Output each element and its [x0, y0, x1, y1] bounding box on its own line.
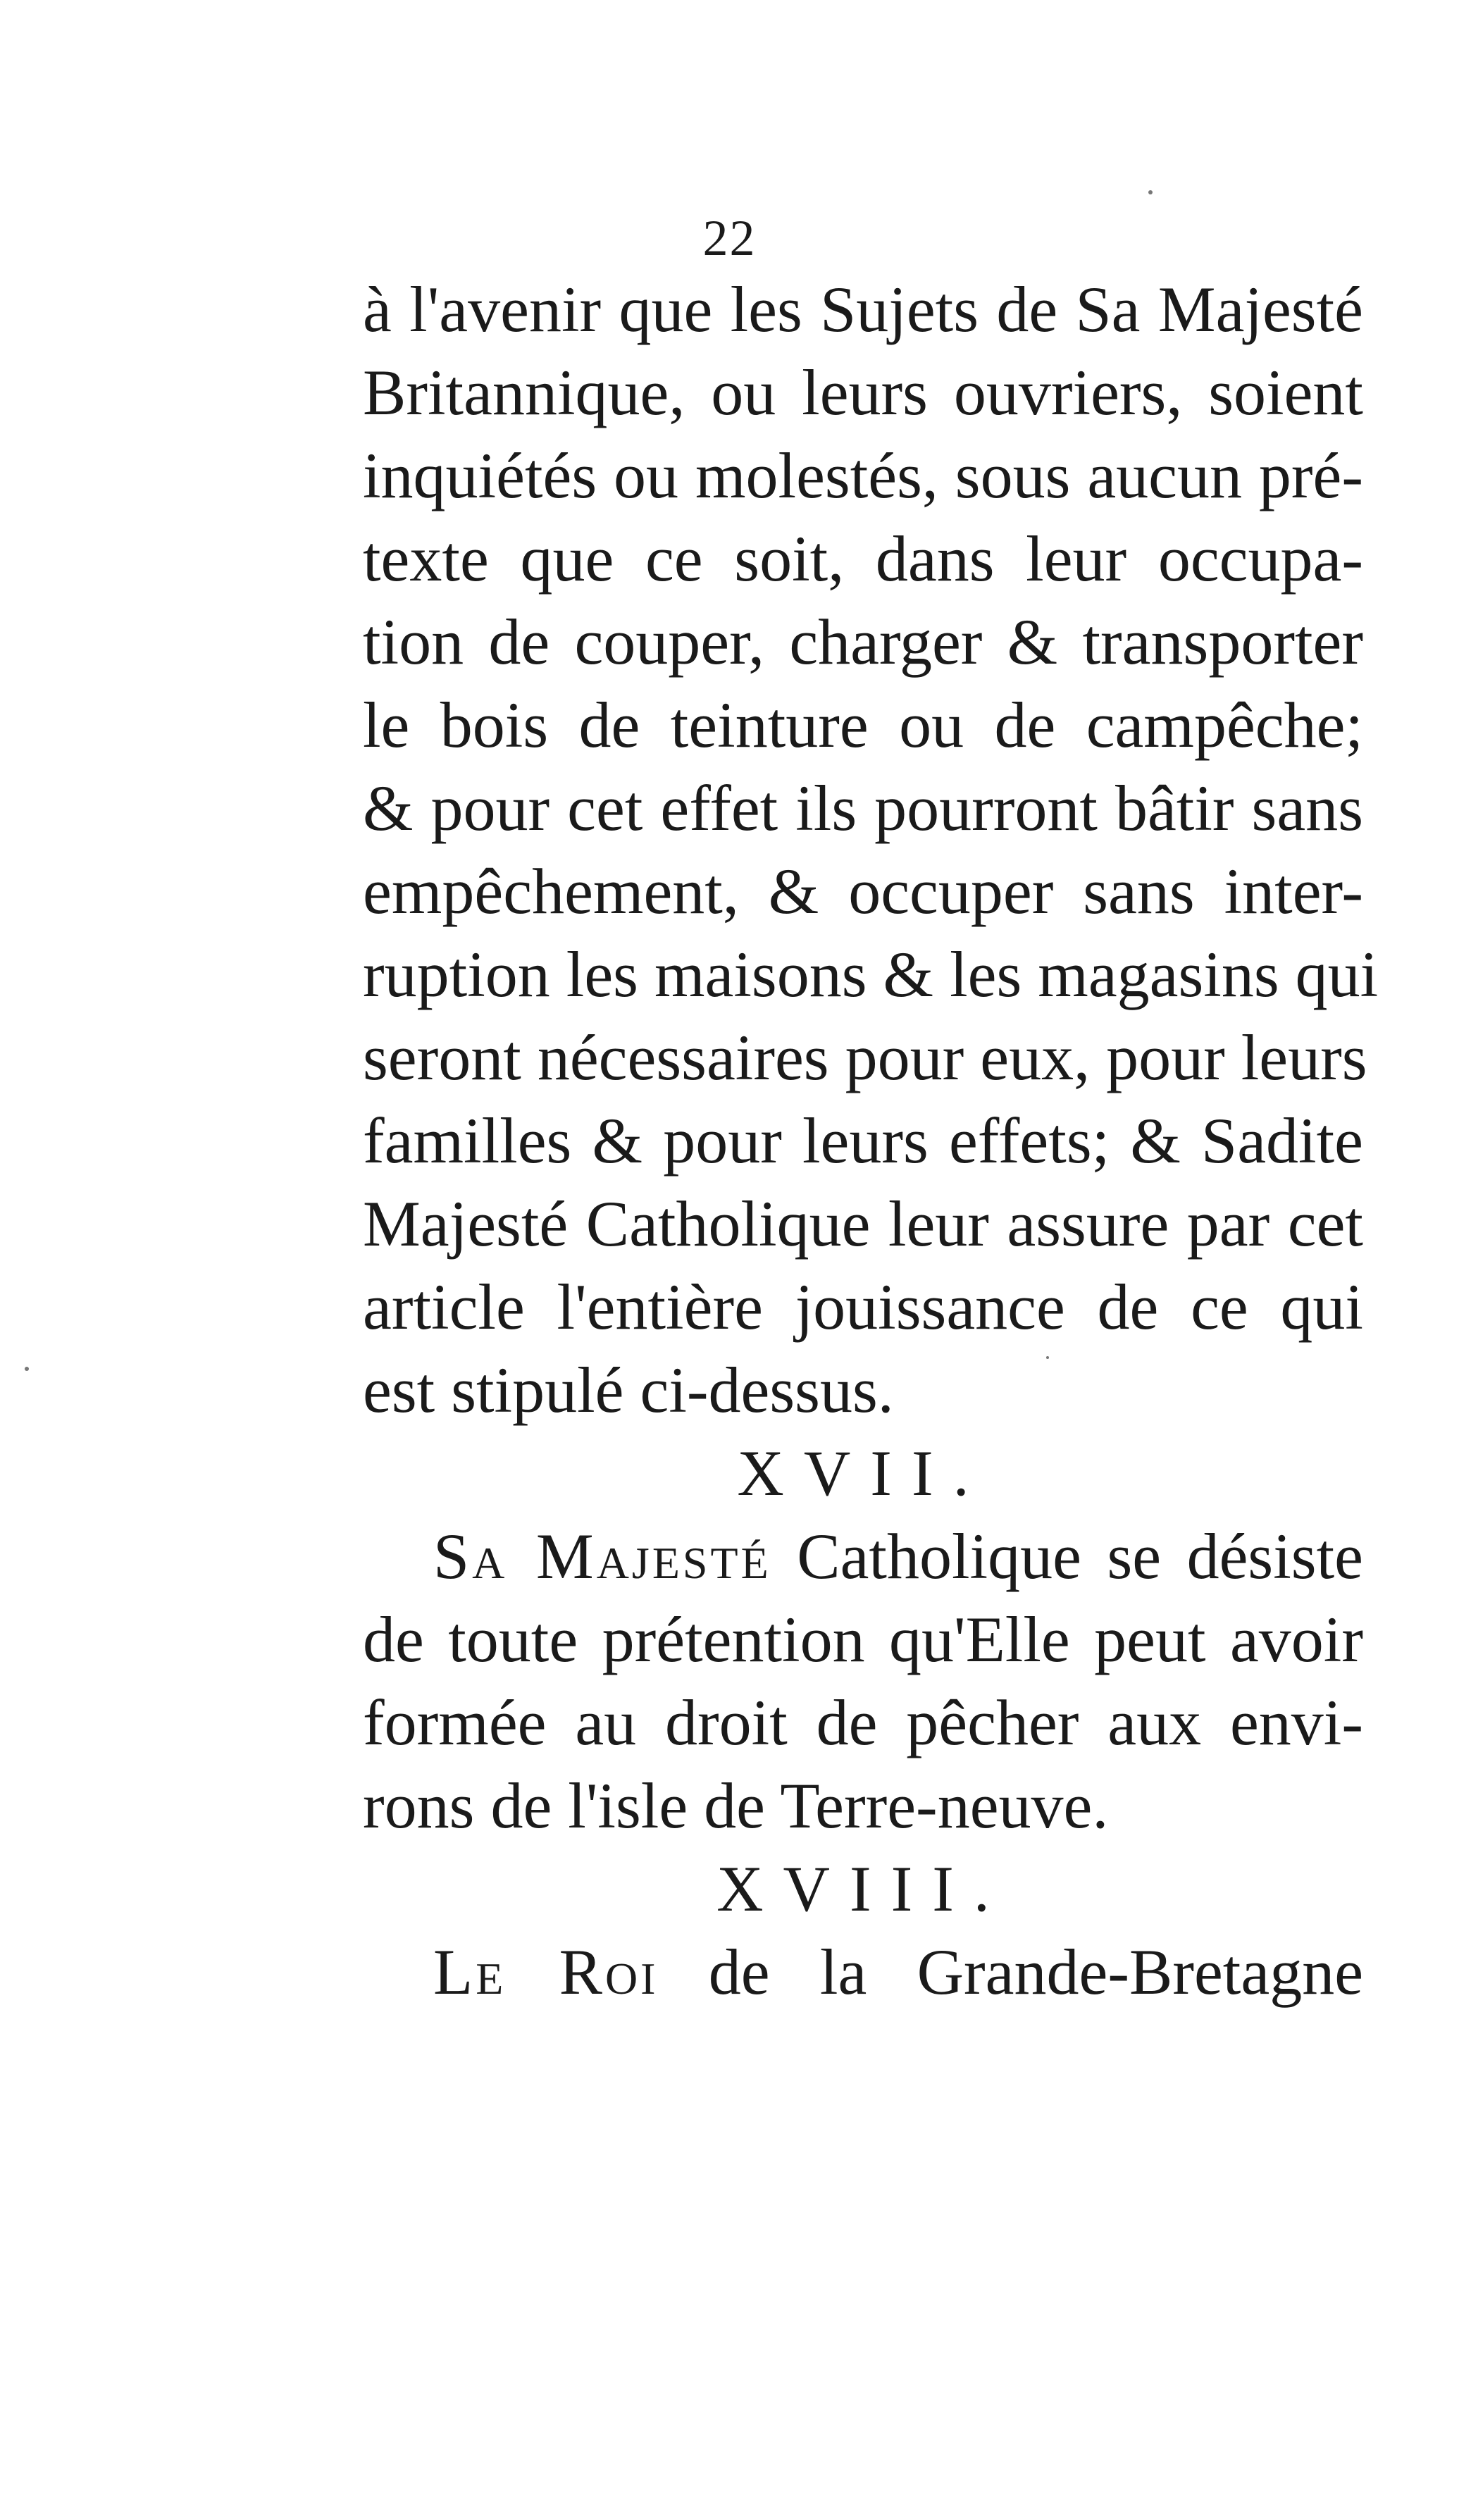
text-line: familles & pour leurs effets; & Sadite [363, 1105, 1363, 1177]
text-line: article l'entière jouissance de ce qui [363, 1271, 1363, 1343]
text-line: & pour cet effet ils pourront bâtir sans [363, 772, 1363, 844]
article-xviii-lead: Le Roi [433, 1936, 659, 2008]
paper-speck [25, 1367, 29, 1371]
text-line: texte que ce soit, dans leur occupa- [363, 523, 1363, 595]
text-block [363, 268, 1379, 2013]
text-line: formée au droit de pêcher aux envi- [363, 1687, 1363, 1758]
article-xviii-first-line-rest: de la Grande-Bretagne [708, 1936, 1364, 2008]
paper-speck [1046, 1356, 1049, 1359]
text-line: le bois de teinture ou de campêche; [363, 689, 1363, 761]
article-xvii-first-line-rest: Catholique se désiste [797, 1520, 1363, 1592]
article-xvii-first-line [363, 1515, 1363, 1598]
text-line: est stipulé ci-dessus. [363, 1354, 894, 1426]
paper-speck [1148, 190, 1153, 194]
text-line: Britannique, ou leurs ouvriers, soient [363, 356, 1363, 428]
text-line: à l'avenir que les Sujets de Sa Majesté [363, 273, 1363, 345]
text-line: rons de l'isle de Terre-neuve. [363, 1770, 1109, 1842]
text-line: seront nécessaires pour eux, pour leurs [363, 1022, 1367, 1093]
text-line: tion de couper, charger & transporter [363, 606, 1363, 678]
article-heading-xvii: XVII. [737, 1437, 989, 1509]
article-xviii-first-line [363, 1930, 1363, 2013]
text-line: ruption les maisons & les magasins qui [363, 938, 1379, 1010]
text-line: empêchement, & occuper sans inter- [363, 855, 1363, 927]
article-heading-xviii: XVIII. [716, 1853, 1010, 1925]
text-line: inquiétés ou molestés, sous aucun pré- [363, 440, 1363, 511]
text-line: Majesté Catholique leur assure par cet [363, 1188, 1363, 1260]
text-line: de toute prétention qu'Elle peut avoir [363, 1603, 1363, 1675]
article-xvii-lead: Sa Majesté [433, 1520, 771, 1592]
page-number: 22 [702, 210, 757, 266]
